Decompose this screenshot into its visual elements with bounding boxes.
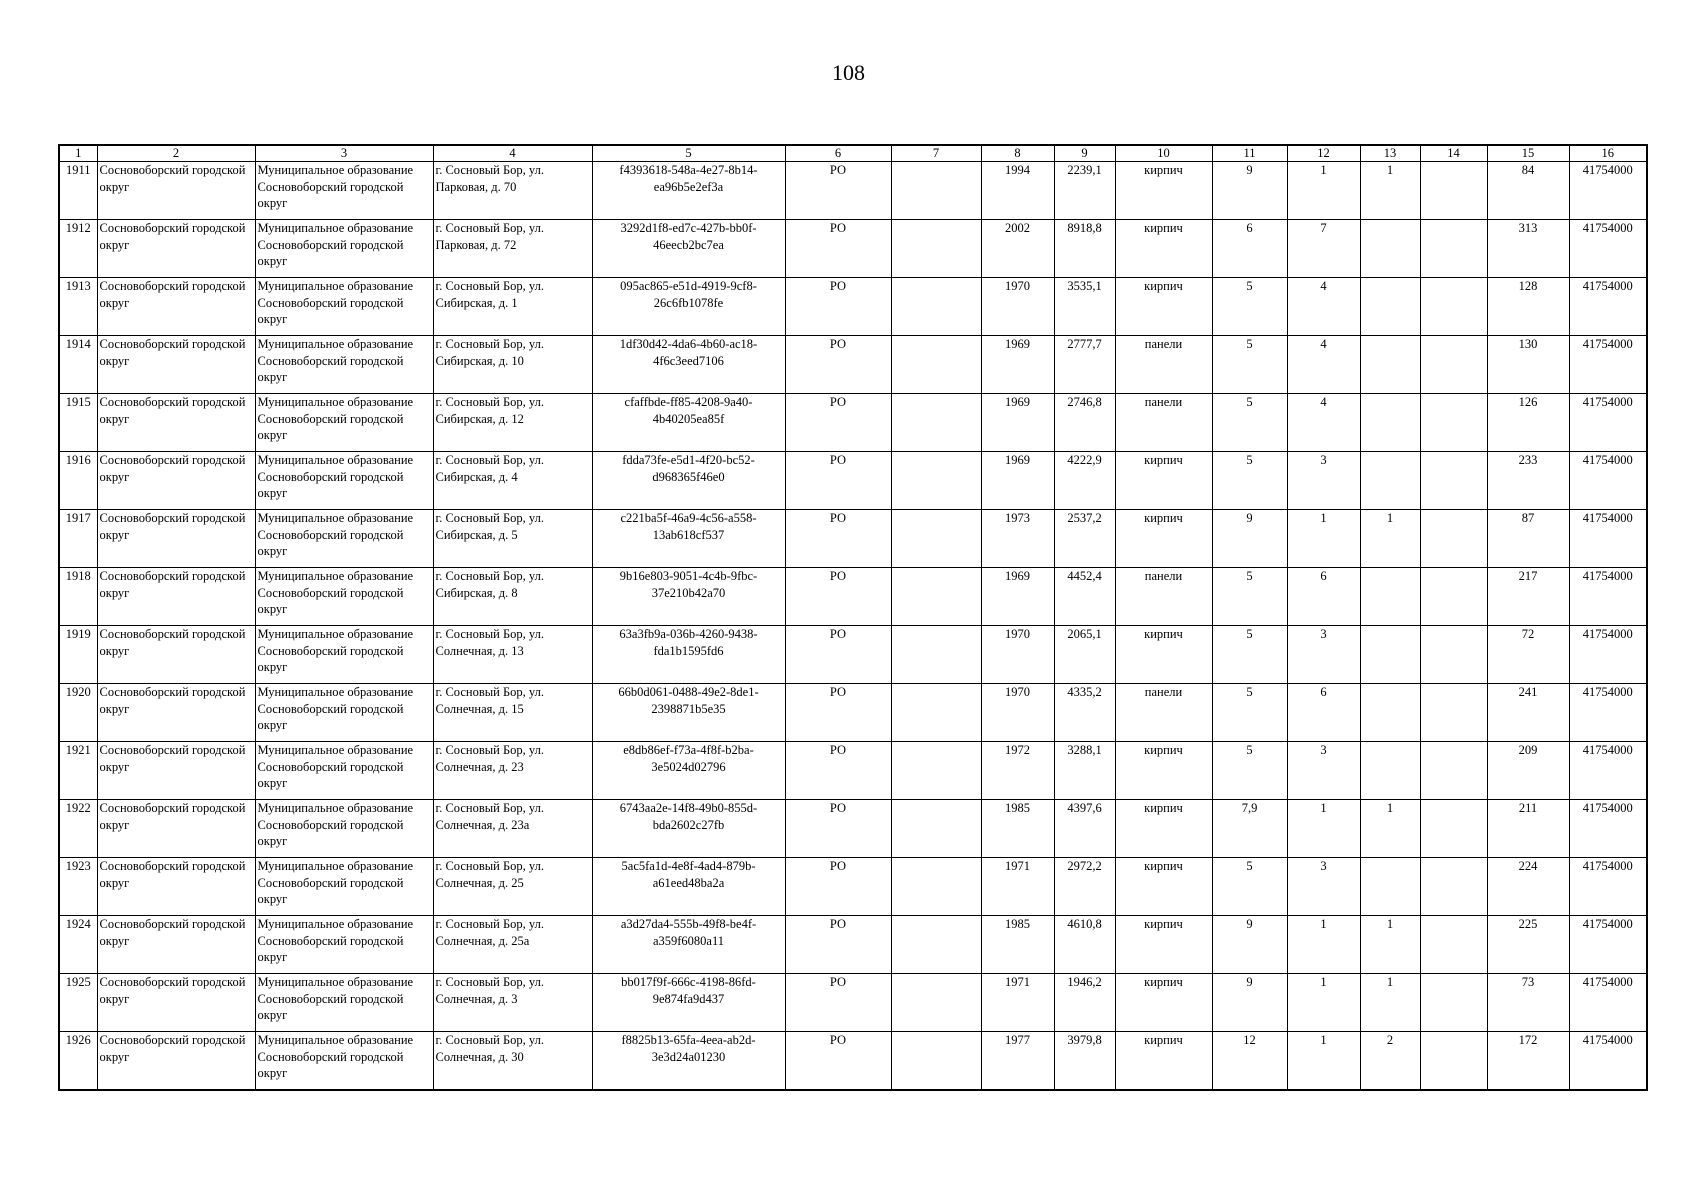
table-cell-col-2: Сосновоборский городской округ (97, 568, 255, 626)
table-cell-col-11: 12 (1212, 1032, 1287, 1090)
table-cell-col-2: Сосновоборский городской округ (97, 394, 255, 452)
column-header-12: 12 (1287, 145, 1360, 162)
table-cell-col-4: г. Сосновый Бор, ул. Сибирская, д. 1 (433, 278, 592, 336)
table-cell-col-7 (891, 162, 981, 220)
table-cell-col-12: 1 (1287, 916, 1360, 974)
table-cell-col-16: 41754000 (1569, 1032, 1647, 1090)
table-cell-col-15: 224 (1487, 858, 1569, 916)
table-cell-col-5: e8db86ef-f73a-4f8f-b2ba-3e5024d02796 (592, 742, 785, 800)
table-cell-col-9: 4397,6 (1054, 800, 1115, 858)
column-header-3: 3 (255, 145, 433, 162)
table-cell-col-4: г. Сосновый Бор, ул. Парковая, д. 70 (433, 162, 592, 220)
table-cell-col-3: Муниципальное образование Сосновоборский городской округ (255, 336, 433, 394)
table-cell-col-12: 6 (1287, 684, 1360, 742)
table-cell-col-11: 5 (1212, 742, 1287, 800)
table-cell-col-14 (1420, 220, 1487, 278)
table-cell-col-12: 4 (1287, 278, 1360, 336)
table-cell-col-3: Муниципальное образование Сосновоборский городской округ (255, 684, 433, 742)
table-cell-col-5: fdda73fe-e5d1-4f20-bc52-d968365f46e0 (592, 452, 785, 510)
table-row (59, 742, 1647, 800)
column-header-15: 15 (1487, 145, 1569, 162)
table-cell-col-11: 5 (1212, 336, 1287, 394)
column-header-1: 1 (59, 145, 97, 162)
table-cell-col-13: 1 (1360, 916, 1420, 974)
table-row (59, 510, 1647, 568)
table-cell-col-4: г. Сосновый Бор, ул. Парковая, д. 72 (433, 220, 592, 278)
table-cell-col-3: Муниципальное образование Сосновоборский городской округ (255, 916, 433, 974)
table-cell-col-14 (1420, 916, 1487, 974)
table-cell-col-4: г. Сосновый Бор, ул. Солнечная, д. 23а (433, 800, 592, 858)
table-cell-col-7 (891, 742, 981, 800)
table-row (59, 220, 1647, 278)
table-cell-col-16: 41754000 (1569, 220, 1647, 278)
table-cell-col-15: 126 (1487, 394, 1569, 452)
table-cell-col-5: 9b16e803-9051-4c4b-9fbc-37e210b42a70 (592, 568, 785, 626)
table-cell-col-3: Муниципальное образование Сосновоборский городской округ (255, 858, 433, 916)
table-cell-col-16: 41754000 (1569, 974, 1647, 1032)
table-cell-col-7 (891, 916, 981, 974)
table-cell-col-9: 2065,1 (1054, 626, 1115, 684)
table-cell-col-13 (1360, 452, 1420, 510)
table-cell-col-8: 1970 (981, 684, 1054, 742)
column-header-7: 7 (891, 145, 981, 162)
table-row (59, 626, 1647, 684)
page-number: 108 (832, 60, 865, 85)
table-cell-col-8: 2002 (981, 220, 1054, 278)
table-cell-col-1: 1915 (59, 394, 97, 452)
table-cell-col-6: РО (785, 916, 891, 974)
table-cell-col-6: РО (785, 684, 891, 742)
table-cell-col-12: 3 (1287, 742, 1360, 800)
table-cell-col-15: 172 (1487, 1032, 1569, 1090)
table-cell-col-2: Сосновоборский городской округ (97, 510, 255, 568)
table-cell-col-4: г. Сосновый Бор, ул. Солнечная, д. 13 (433, 626, 592, 684)
table-cell-col-10: кирпич (1115, 916, 1212, 974)
table-cell-col-2: Сосновоборский городской округ (97, 452, 255, 510)
table-cell-col-5: 66b0d061-0488-49e2-8de1-2398871b5e35 (592, 684, 785, 742)
table-cell-col-7 (891, 278, 981, 336)
table-cell-col-1: 1923 (59, 858, 97, 916)
table-cell-col-9: 4335,2 (1054, 684, 1115, 742)
table-row (59, 684, 1647, 742)
table-cell-col-7 (891, 858, 981, 916)
table-cell-col-12: 6 (1287, 568, 1360, 626)
table-cell-col-10: кирпич (1115, 800, 1212, 858)
table-cell-col-7 (891, 510, 981, 568)
column-header-13: 13 (1360, 145, 1420, 162)
table-cell-col-16: 41754000 (1569, 684, 1647, 742)
table-cell-col-4: г. Сосновый Бор, ул. Солнечная, д. 15 (433, 684, 592, 742)
table-cell-col-2: Сосновоборский городской округ (97, 626, 255, 684)
table-cell-col-8: 1969 (981, 336, 1054, 394)
table-cell-col-14 (1420, 684, 1487, 742)
column-header-2: 2 (97, 145, 255, 162)
table-cell-col-14 (1420, 626, 1487, 684)
table-row (59, 336, 1647, 394)
table-cell-col-10: панели (1115, 684, 1212, 742)
table-row (59, 278, 1647, 336)
table-cell-col-11: 9 (1212, 916, 1287, 974)
table-cell-col-14 (1420, 162, 1487, 220)
table-cell-col-9: 3535,1 (1054, 278, 1115, 336)
table-cell-col-10: кирпич (1115, 220, 1212, 278)
table-cell-col-6: РО (785, 742, 891, 800)
table-cell-col-16: 41754000 (1569, 278, 1647, 336)
housing-registry-table (58, 144, 1648, 1091)
table-cell-col-14 (1420, 742, 1487, 800)
table-cell-col-3: Муниципальное образование Сосновоборский городской округ (255, 1032, 433, 1090)
table-cell-col-11: 5 (1212, 394, 1287, 452)
table-row (59, 916, 1647, 974)
table-cell-col-10: кирпич (1115, 974, 1212, 1032)
table-cell-col-8: 1994 (981, 162, 1054, 220)
table-cell-col-4: г. Сосновый Бор, ул. Сибирская, д. 5 (433, 510, 592, 568)
table-cell-col-4: г. Сосновый Бор, ул. Солнечная, д. 25а (433, 916, 592, 974)
table-cell-col-12: 7 (1287, 220, 1360, 278)
table-cell-col-5: 6743aa2e-14f8-49b0-855d-bda2602c27fb (592, 800, 785, 858)
table-cell-col-1: 1911 (59, 162, 97, 220)
table-cell-col-6: РО (785, 974, 891, 1032)
table-cell-col-2: Сосновоборский городской округ (97, 742, 255, 800)
table-cell-col-12: 3 (1287, 626, 1360, 684)
table-cell-col-3: Муниципальное образование Сосновоборский городской округ (255, 162, 433, 220)
table-cell-col-8: 1985 (981, 800, 1054, 858)
table-cell-col-6: РО (785, 394, 891, 452)
table-body (59, 162, 1647, 1090)
table-cell-col-9: 4222,9 (1054, 452, 1115, 510)
table-cell-col-5: c221ba5f-46a9-4c56-a558-13ab618cf537 (592, 510, 785, 568)
column-header-4: 4 (433, 145, 592, 162)
table-cell-col-1: 1918 (59, 568, 97, 626)
table-row (59, 858, 1647, 916)
table-cell-col-13: 2 (1360, 1032, 1420, 1090)
table-cell-col-6: РО (785, 278, 891, 336)
table-cell-col-1: 1916 (59, 452, 97, 510)
table-cell-col-16: 41754000 (1569, 916, 1647, 974)
table-cell-col-13 (1360, 858, 1420, 916)
table-cell-col-13 (1360, 336, 1420, 394)
table-cell-col-16: 41754000 (1569, 510, 1647, 568)
table-cell-col-9: 1946,2 (1054, 974, 1115, 1032)
table-cell-col-2: Сосновоборский городской округ (97, 916, 255, 974)
table-cell-col-13 (1360, 278, 1420, 336)
column-header-14: 14 (1420, 145, 1487, 162)
table-cell-col-2: Сосновоборский городской округ (97, 684, 255, 742)
table-cell-col-5: 5ac5fa1d-4e8f-4ad4-879b-a61eed48ba2a (592, 858, 785, 916)
table-cell-col-7 (891, 1032, 981, 1090)
table-cell-col-16: 41754000 (1569, 626, 1647, 684)
table-cell-col-2: Сосновоборский городской округ (97, 858, 255, 916)
table-cell-col-12: 4 (1287, 336, 1360, 394)
table-cell-col-3: Муниципальное образование Сосновоборский городской округ (255, 394, 433, 452)
table-cell-col-8: 1971 (981, 974, 1054, 1032)
table-cell-col-6: РО (785, 336, 891, 394)
table-cell-col-7 (891, 974, 981, 1032)
table-cell-col-10: панели (1115, 568, 1212, 626)
table-cell-col-10: кирпич (1115, 278, 1212, 336)
table-cell-col-6: РО (785, 626, 891, 684)
table-cell-col-4: г. Сосновый Бор, ул. Солнечная, д. 3 (433, 974, 592, 1032)
table-cell-col-11: 5 (1212, 626, 1287, 684)
table-cell-col-8: 1970 (981, 626, 1054, 684)
table-cell-col-14 (1420, 394, 1487, 452)
table-cell-col-16: 41754000 (1569, 394, 1647, 452)
table-cell-col-14 (1420, 568, 1487, 626)
column-number-row (59, 145, 1647, 162)
table-cell-col-4: г. Сосновый Бор, ул. Солнечная, д. 25 (433, 858, 592, 916)
table-cell-col-5: 095ac865-e51d-4919-9cf8-26c6fb1078fe (592, 278, 785, 336)
table-cell-col-9: 4610,8 (1054, 916, 1115, 974)
table-cell-col-11: 9 (1212, 510, 1287, 568)
table-cell-col-2: Сосновоборский городской округ (97, 162, 255, 220)
table-cell-col-2: Сосновоборский городской округ (97, 1032, 255, 1090)
table-cell-col-15: 209 (1487, 742, 1569, 800)
table-cell-col-9: 2972,2 (1054, 858, 1115, 916)
table-cell-col-4: г. Сосновый Бор, ул. Сибирская, д. 4 (433, 452, 592, 510)
table-cell-col-15: 233 (1487, 452, 1569, 510)
table-cell-col-1: 1917 (59, 510, 97, 568)
table-cell-col-13 (1360, 684, 1420, 742)
table-cell-col-7 (891, 452, 981, 510)
table-cell-col-13: 1 (1360, 510, 1420, 568)
table-row (59, 452, 1647, 510)
table-cell-col-11: 5 (1212, 278, 1287, 336)
table-cell-col-9: 2746,8 (1054, 394, 1115, 452)
table-cell-col-8: 1969 (981, 452, 1054, 510)
table-cell-col-2: Сосновоборский городской округ (97, 220, 255, 278)
table-cell-col-2: Сосновоборский городской округ (97, 278, 255, 336)
table-cell-col-13 (1360, 220, 1420, 278)
table-row (59, 162, 1647, 220)
table-cell-col-9: 4452,4 (1054, 568, 1115, 626)
table-cell-col-13 (1360, 568, 1420, 626)
table-cell-col-7 (891, 684, 981, 742)
column-header-8: 8 (981, 145, 1054, 162)
table-cell-col-14 (1420, 800, 1487, 858)
table-cell-col-12: 1 (1287, 162, 1360, 220)
table-cell-col-12: 1 (1287, 800, 1360, 858)
table-cell-col-16: 41754000 (1569, 742, 1647, 800)
table-cell-col-1: 1912 (59, 220, 97, 278)
table-cell-col-8: 1985 (981, 916, 1054, 974)
table-cell-col-2: Сосновоборский городской округ (97, 974, 255, 1032)
table-cell-col-6: РО (785, 162, 891, 220)
table-cell-col-15: 211 (1487, 800, 1569, 858)
table-cell-col-10: кирпич (1115, 510, 1212, 568)
table-cell-col-7 (891, 568, 981, 626)
table-cell-col-11: 5 (1212, 452, 1287, 510)
table-row (59, 800, 1647, 858)
table-cell-col-12: 3 (1287, 452, 1360, 510)
table-cell-col-3: Муниципальное образование Сосновоборский городской округ (255, 742, 433, 800)
table-row (59, 568, 1647, 626)
table-cell-col-13 (1360, 394, 1420, 452)
table-cell-col-12: 1 (1287, 1032, 1360, 1090)
table-cell-col-1: 1924 (59, 916, 97, 974)
table-cell-col-9: 2777,7 (1054, 336, 1115, 394)
table-cell-col-8: 1972 (981, 742, 1054, 800)
column-header-6: 6 (785, 145, 891, 162)
table-cell-col-5: a3d27da4-555b-49f8-be4f-a359f6080a11 (592, 916, 785, 974)
column-header-11: 11 (1212, 145, 1287, 162)
table-cell-col-10: кирпич (1115, 162, 1212, 220)
table-cell-col-7 (891, 394, 981, 452)
table-cell-col-1: 1926 (59, 1032, 97, 1090)
table-cell-col-10: панели (1115, 336, 1212, 394)
table-cell-col-4: г. Сосновый Бор, ул. Сибирская, д. 12 (433, 394, 592, 452)
table-cell-col-14 (1420, 1032, 1487, 1090)
table-cell-col-11: 5 (1212, 684, 1287, 742)
table-cell-col-14 (1420, 336, 1487, 394)
table-cell-col-9: 2239,1 (1054, 162, 1115, 220)
column-header-5: 5 (592, 145, 785, 162)
table-cell-col-1: 1919 (59, 626, 97, 684)
table-cell-col-5: cfaffbde-ff85-4208-9a40-4b40205ea85f (592, 394, 785, 452)
table-cell-col-3: Муниципальное образование Сосновоборский городской округ (255, 220, 433, 278)
table-row (59, 974, 1647, 1032)
table-cell-col-3: Муниципальное образование Сосновоборский городской округ (255, 510, 433, 568)
table-cell-col-3: Муниципальное образование Сосновоборский городской округ (255, 278, 433, 336)
table-cell-col-6: РО (785, 452, 891, 510)
table-cell-col-10: кирпич (1115, 858, 1212, 916)
table-cell-col-4: г. Сосновый Бор, ул. Сибирская, д. 8 (433, 568, 592, 626)
table-cell-col-4: г. Сосновый Бор, ул. Солнечная, д. 30 (433, 1032, 592, 1090)
table-cell-col-14 (1420, 278, 1487, 336)
table-cell-col-15: 241 (1487, 684, 1569, 742)
table-cell-col-16: 41754000 (1569, 162, 1647, 220)
table-cell-col-14 (1420, 452, 1487, 510)
table-cell-col-15: 128 (1487, 278, 1569, 336)
table-cell-col-10: панели (1115, 394, 1212, 452)
table-header (59, 145, 1647, 162)
table-cell-col-7 (891, 626, 981, 684)
table-cell-col-2: Сосновоборский городской округ (97, 336, 255, 394)
table-cell-col-1: 1913 (59, 278, 97, 336)
table-cell-col-2: Сосновоборский городской округ (97, 800, 255, 858)
table-cell-col-16: 41754000 (1569, 858, 1647, 916)
table-cell-col-10: кирпич (1115, 452, 1212, 510)
table-cell-col-15: 130 (1487, 336, 1569, 394)
table-cell-col-16: 41754000 (1569, 336, 1647, 394)
table-cell-col-10: кирпич (1115, 1032, 1212, 1090)
table-cell-col-6: РО (785, 220, 891, 278)
table-cell-col-8: 1971 (981, 858, 1054, 916)
table-cell-col-10: кирпич (1115, 742, 1212, 800)
table-cell-col-9: 2537,2 (1054, 510, 1115, 568)
table-cell-col-8: 1973 (981, 510, 1054, 568)
column-header-10: 10 (1115, 145, 1212, 162)
table-cell-col-16: 41754000 (1569, 568, 1647, 626)
table-cell-col-15: 87 (1487, 510, 1569, 568)
table-cell-col-13 (1360, 626, 1420, 684)
table-cell-col-1: 1925 (59, 974, 97, 1032)
table-cell-col-11: 5 (1212, 568, 1287, 626)
table-cell-col-3: Муниципальное образование Сосновоборский городской округ (255, 974, 433, 1032)
table-cell-col-1: 1922 (59, 800, 97, 858)
table-cell-col-12: 1 (1287, 974, 1360, 1032)
table-cell-col-13: 1 (1360, 974, 1420, 1032)
column-header-9: 9 (1054, 145, 1115, 162)
table-cell-col-1: 1920 (59, 684, 97, 742)
table-cell-col-3: Муниципальное образование Сосновоборский городской округ (255, 568, 433, 626)
table-cell-col-16: 41754000 (1569, 452, 1647, 510)
table-cell-col-14 (1420, 974, 1487, 1032)
table-cell-col-7 (891, 336, 981, 394)
table-cell-col-4: г. Сосновый Бор, ул. Солнечная, д. 23 (433, 742, 592, 800)
table-cell-col-8: 1977 (981, 1032, 1054, 1090)
table-cell-col-12: 1 (1287, 510, 1360, 568)
table-cell-col-5: 1df30d42-4da6-4b60-ac18-4f6c3eed7106 (592, 336, 785, 394)
table-cell-col-6: РО (785, 568, 891, 626)
table-cell-col-3: Муниципальное образование Сосновоборский городской округ (255, 626, 433, 684)
table-cell-col-13 (1360, 742, 1420, 800)
table-cell-col-15: 84 (1487, 162, 1569, 220)
table-cell-col-14 (1420, 510, 1487, 568)
table-cell-col-9: 3979,8 (1054, 1032, 1115, 1090)
table-cell-col-5: f4393618-548a-4e27-8b14-ea96b5e2ef3a (592, 162, 785, 220)
table-cell-col-11: 9 (1212, 162, 1287, 220)
table-cell-col-13: 1 (1360, 162, 1420, 220)
table-cell-col-15: 73 (1487, 974, 1569, 1032)
table-cell-col-12: 3 (1287, 858, 1360, 916)
table-cell-col-5: bb017f9f-666c-4198-86fd-9e874fa9d437 (592, 974, 785, 1032)
table-cell-col-8: 1970 (981, 278, 1054, 336)
table-cell-col-16: 41754000 (1569, 800, 1647, 858)
table-cell-col-11: 9 (1212, 974, 1287, 1032)
table-cell-col-8: 1969 (981, 568, 1054, 626)
table-cell-col-5: f8825b13-65fa-4eea-ab2d-3e3d24a01230 (592, 1032, 785, 1090)
table-cell-col-9: 3288,1 (1054, 742, 1115, 800)
table-cell-col-15: 72 (1487, 626, 1569, 684)
table-row (59, 1032, 1647, 1090)
table-cell-col-13: 1 (1360, 800, 1420, 858)
table-cell-col-9: 8918,8 (1054, 220, 1115, 278)
table-row (59, 394, 1647, 452)
table-cell-col-4: г. Сосновый Бор, ул. Сибирская, д. 10 (433, 336, 592, 394)
table-cell-col-1: 1921 (59, 742, 97, 800)
table-cell-col-15: 225 (1487, 916, 1569, 974)
table-cell-col-11: 5 (1212, 858, 1287, 916)
table-cell-col-8: 1969 (981, 394, 1054, 452)
table-cell-col-3: Муниципальное образование Сосновоборский городской округ (255, 800, 433, 858)
table-cell-col-5: 3292d1f8-ed7c-427b-bb0f-46eecb2bc7ea (592, 220, 785, 278)
table-cell-col-12: 4 (1287, 394, 1360, 452)
table-cell-col-6: РО (785, 858, 891, 916)
table-cell-col-6: РО (785, 1032, 891, 1090)
table-cell-col-3: Муниципальное образование Сосновоборский городской округ (255, 452, 433, 510)
table-cell-col-7 (891, 800, 981, 858)
column-header-16: 16 (1569, 145, 1647, 162)
table-cell-col-7 (891, 220, 981, 278)
table-cell-col-15: 217 (1487, 568, 1569, 626)
table-cell-col-11: 6 (1212, 220, 1287, 278)
table-cell-col-11: 7,9 (1212, 800, 1287, 858)
table-cell-col-10: кирпич (1115, 626, 1212, 684)
table-cell-col-6: РО (785, 510, 891, 568)
table-cell-col-5: 63a3fb9a-036b-4260-9438-fda1b1595fd6 (592, 626, 785, 684)
table-cell-col-14 (1420, 858, 1487, 916)
table-cell-col-6: РО (785, 800, 891, 858)
table-cell-col-1: 1914 (59, 336, 97, 394)
table-cell-col-15: 313 (1487, 220, 1569, 278)
